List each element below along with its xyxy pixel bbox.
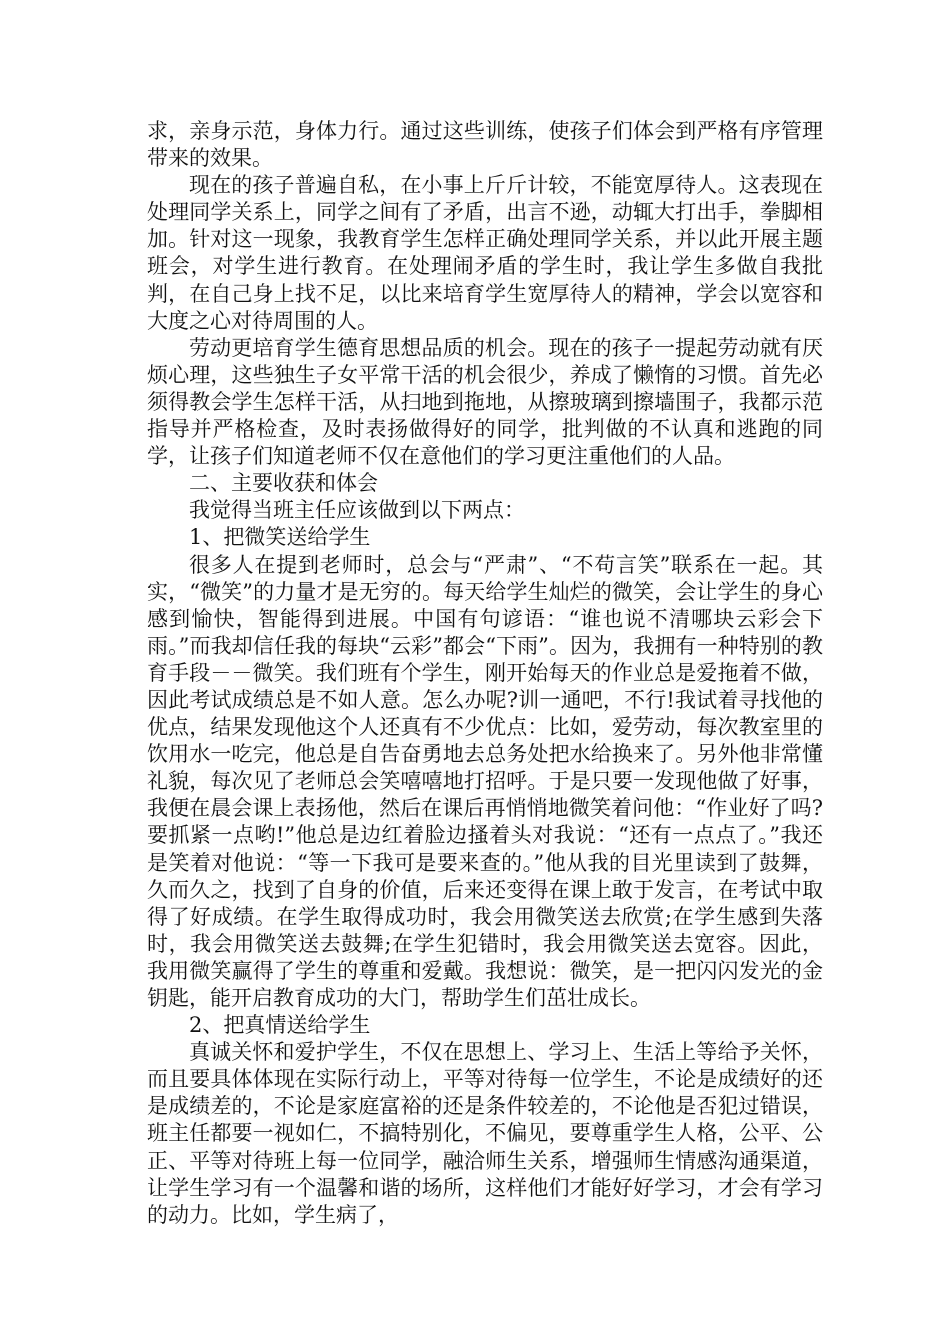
paragraph-smile: 很多人在提到老师时，总会与“严肃”、“不苟言笑”联系在一起。其实，“微笑”的力量才是无穷的。每天给学生灿烂的微笑，会让学生的身心感到愉快，智能得到进展。中国有句谚语：“谁也说不清哪块云彩会下雨。”而我却信任我的每块“云彩”都会“下雨”。因为，我拥有一种特别的教育手段－－微笑。我们班有个学生，刚开始每天的作业总是爱拖着不做，因此考试成绩总是不如人意。怎么办呢?训一通吧，不行!我试着寻找他的优点，结果发现他这个人还真有不少优点：比如，爱劳动，每次教室里的饮用水一吃完，他总是自告奋勇地去总务处把水给换来了。另外他非常懂礼貌，每次见了老师总会笑嘻嘻地打招呼。于是只要一发现他做了好事，我便在晨会课上表扬他，然后在课后再悄悄地微笑着问他：“作业好了吗?要抓紧一点哟!”他总是边红着脸边搔着头对我说：“还有一点点了。”我还是笑着对他说：“等一下我可是要来查的。”他从我的目光里读到了鼓舞，久而久之，找到了自身的价值，后来还变得在课上敢于发言，在考试中取得了好成绩。在学生取得成功时，我会用微笑送去欣赏;在学生感到失落时，我会用微笑送去鼓舞;在学生犯错时，我会用微笑送去宽容。因此，我用微笑赢得了学生的尊重和爱戴。我想说：微笑，是一把闪闪发光的金钥匙，能开启教育成功的大门，帮助学生们茁壮成长。 (147, 552, 823, 1010)
document-body (147, 118, 823, 1229)
section-heading-gains: 二、主要收获和体会 (189, 471, 378, 496)
paragraph-continuation: 求，亲身示范，身体力行。通过这些训练，使孩子们体会到严格有序管理带来的效果。 (147, 119, 823, 171)
subheading-smile: 1、把微笑送给学生 (189, 525, 371, 550)
subheading-sincerity: 2、把真情送给学生 (189, 1013, 371, 1038)
paragraph-labor: 劳动更培育学生德育思想品质的机会。现在的孩子一提起劳动就有厌烦心理，这些独生子女平常干活的机会很少，养成了懒惰的习惯。首先必须得教会学生怎样干活，从扫地到拖地，从擦玻璃到擦墙围子，我都示范指导并严格检查，及时表扬做得好的同学，批判做的不认真和逃跑的同学，让孩子们知道老师不仅在意他们的学习更注重他们的人品。 (147, 335, 823, 469)
paragraph-selfishness: 现在的孩子普遍自私，在小事上斤斤计较，不能宽厚待人。这表现在处理同学关系上，同学之间有了矛盾，出言不逊，动辄大打出手，拳脚相加。针对这一现象，我教育学生怎样正确处理同学关系，并以此开展主题班会，对学生进行教育。在处理闹矛盾的学生时，我让学生多做自我批判，在自己身上找不足，以比来培育学生宽厚待人的精神，学会以宽容和大度之心对待周围的人。 (147, 173, 823, 333)
paragraph-two-points: 我觉得当班主任应该做到以下两点： (189, 498, 525, 523)
paragraph-sincerity: 真诚关怀和爱护学生，不仅在思想上、学习上、生活上等给予关怀，而且要具体体现在实际行动上，平等对待每一位学生，不论是成绩好的还是成绩差的，不论是家庭富裕的还是条件较差的，不论他是否犯过错误，班主任都要一视如仁，不搞特别化，不偏见，要尊重学生人格，公平、公正、平等对待班上每一位同学，融洽师生关系，增强师生情感沟通渠道，让学生学习有一个温馨和谐的场所，这样他们才能好好学习，才会有学习的动力。比如，学生病了， (147, 1040, 823, 1227)
